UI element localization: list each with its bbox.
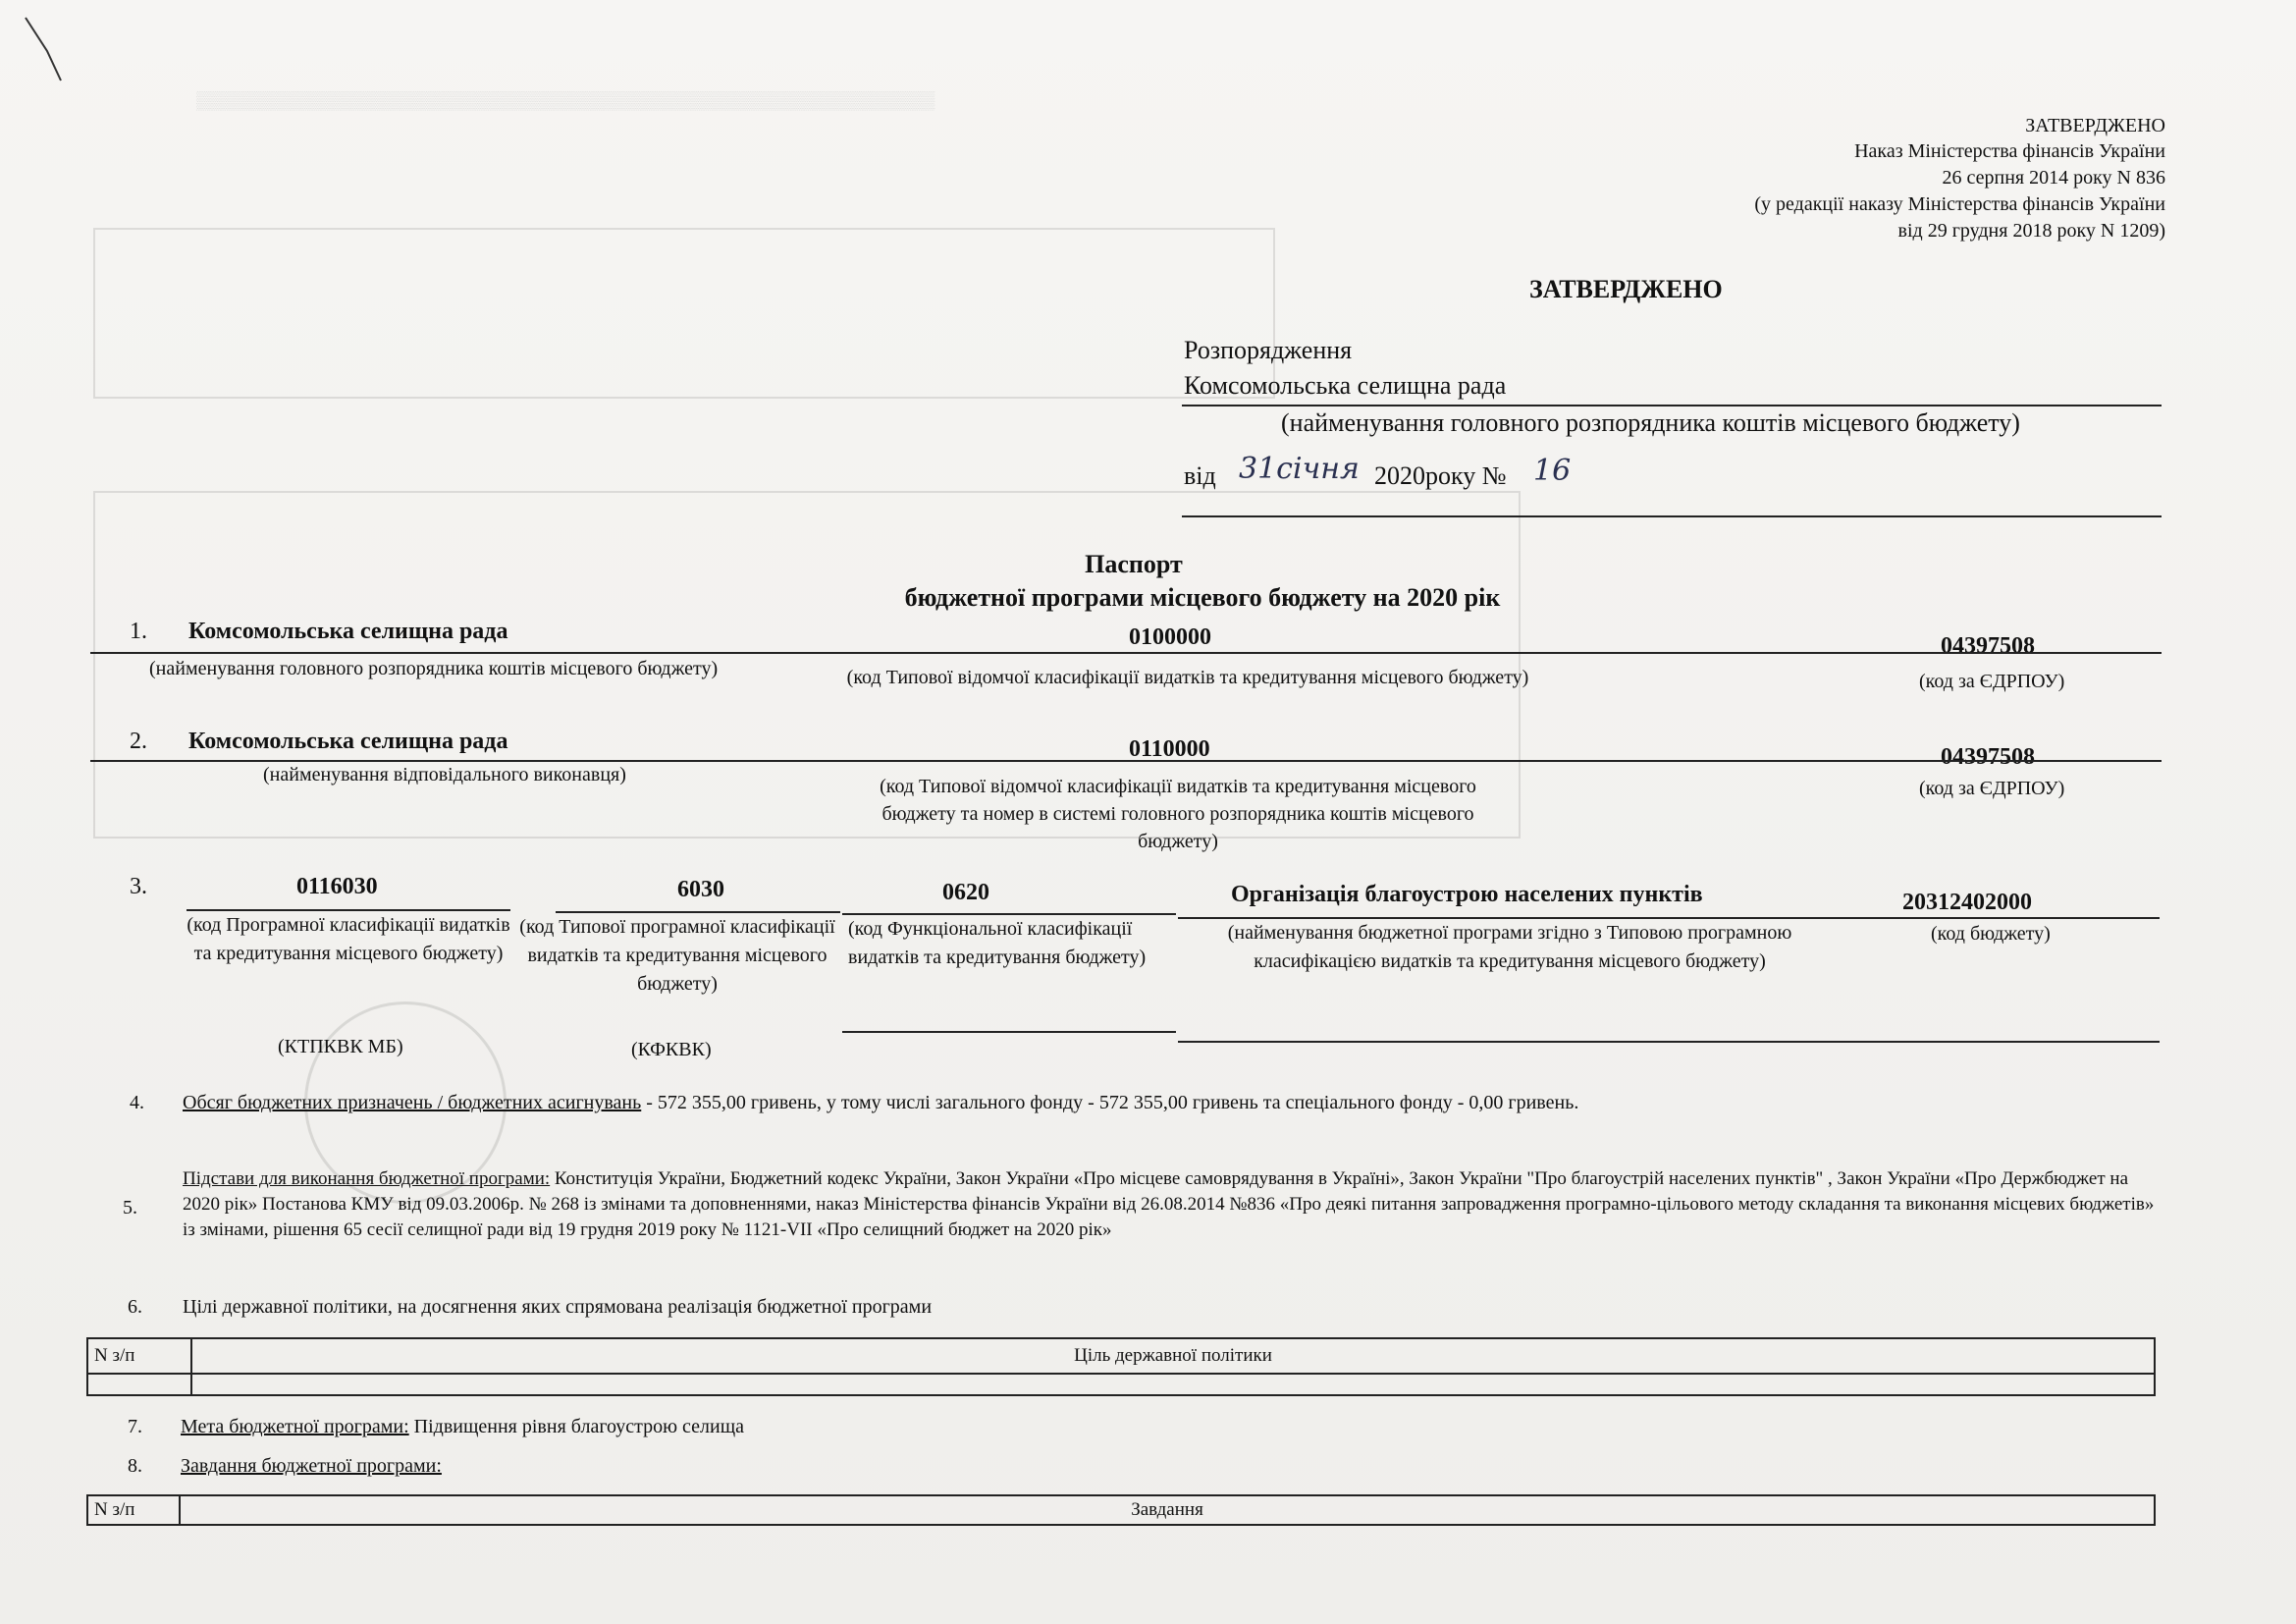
section-5-number: 5. <box>123 1197 137 1218</box>
table-cell <box>87 1374 191 1395</box>
approval-line-4: (у редакції наказу Міністерства фінансів України <box>1754 193 2165 215</box>
section-5-text: Конституція України, Бюджетний кодекс України, Закон України «Про місцеве самоврядування в Україні», Закон України "Про благоустрій населених пунктів" , Закон України «Про Держбюджет на 2020 рік» Постанова КМУ від 09.03.2006р. № 268 із змінами та доповненнями, наказ Міністерства фінансів України від 26.08.2014 №836 «Про деякі питання запровадження програмно-цільового методу складання та виконання місцевих бюджетів» із змінами, рішення 65 сесії селищної ради від 19 грудня 2019 року № 1121-VII «Про селищний бюджет на 2020 рік» <box>183 1168 2155 1240</box>
section-1-name: Комсомольська селищна рада <box>188 619 508 644</box>
section-2-name-caption: (найменування відповідального виконавця) <box>263 764 626 785</box>
section-3-fkvk-caption: (код Функціональної класифікації видатків та кредитування бюджету) <box>848 918 1147 968</box>
approval-org: Комсомольська селищна рада <box>1184 371 1507 400</box>
section-6-number: 6. <box>128 1296 142 1318</box>
section-2-underline <box>90 760 2162 762</box>
section-3-kpkvk-abbr: (КТПКВК МБ) <box>278 1036 403 1057</box>
section-7-label: Мета бюджетної програми: <box>181 1416 409 1437</box>
section-3-program-name: Організація благоустрою населених пунктів <box>1231 882 1703 907</box>
section-5-paragraph <box>183 1166 2158 1243</box>
section-3-tpkvk-abbr: (КФКВК) <box>631 1039 712 1060</box>
section-1-edrpou-caption: (код за ЄДРПОУ) <box>1919 671 2065 692</box>
table-header-row <box>87 1338 2155 1374</box>
section-2-code: 0110000 <box>1129 736 1210 762</box>
section-4-line <box>183 1092 1578 1114</box>
table-header-task: Завдання <box>180 1495 2155 1525</box>
table-row <box>87 1374 2155 1395</box>
table-header-number: N з/п <box>87 1495 180 1525</box>
policy-goals-table <box>86 1337 2156 1396</box>
section-2-number: 2. <box>130 729 147 754</box>
section-3-kpkvk-caption: (код Програмної класифікації видатків та кредитування місцевого бюджету) <box>187 914 510 964</box>
table-header-row <box>87 1495 2155 1525</box>
section-3-number: 3. <box>130 874 147 899</box>
section-2-name: Комсомольська селищна рада <box>188 729 508 754</box>
section-2-edrpou-caption: (код за ЄДРПОУ) <box>1919 778 2065 799</box>
approval-line-1: ЗАТВЕРДЖЕНО <box>2025 115 2165 136</box>
scan-corner-mark <box>18 12 77 90</box>
section-7-line <box>181 1416 744 1438</box>
section-1-name-caption: (найменування головного розпорядника коштів місцевого бюджету) <box>149 658 719 679</box>
section-3-program-extra-line <box>1178 1041 2160 1043</box>
approval-doc-type: Розпорядження <box>1184 336 1353 364</box>
section-4-number: 4. <box>130 1092 144 1113</box>
section-7-number: 7. <box>128 1416 142 1437</box>
section-2-code-caption: (код Типової відомчої класифікації видатків та кредитування місцевого бюджету та номер в системі головного розпорядника коштів місцевого бюджету) <box>880 776 1476 852</box>
approval-date-year: 2020року № <box>1374 461 1507 490</box>
bleed-through-text: ▒▒▒▒▒▒▒▒▒▒▒▒▒▒▒▒▒▒▒▒▒▒▒▒▒▒▒▒▒▒▒▒▒▒▒▒▒▒▒▒▒▒▒▒▒▒▒▒▒▒▒▒▒▒▒▒▒▒▒ <box>196 90 935 110</box>
bleed-through-table <box>93 228 1275 399</box>
section-3-budget-caption: (код бюджету) <box>1931 923 2051 945</box>
approval-line-5: від 29 грудня 2018 року N 1209) <box>1897 220 2165 242</box>
approval-number-handwritten: 16 <box>1533 454 1572 488</box>
table-header-goal: Ціль державної політики <box>191 1338 2155 1374</box>
section-1-number: 1. <box>130 619 147 644</box>
section-4-text: - 572 355,00 гривень, у тому числі загального фонду - 572 355,00 гривень та спеціального фонду - 0,00 гривень. <box>641 1092 1579 1113</box>
passport-title: Паспорт <box>1085 550 1183 578</box>
section-3-kpkvk: 0116030 <box>296 874 378 899</box>
approval-date-handwritten: 31січня <box>1239 452 1360 486</box>
approval-date-prefix: від <box>1184 461 1216 490</box>
section-3-budget-code: 20312402000 <box>1902 890 2032 915</box>
section-8-number: 8. <box>128 1455 142 1477</box>
section-2-edrpou: 04397508 <box>1941 744 2035 770</box>
approval-org-caption: (найменування головного розпорядника коштів місцевого бюджету) <box>1281 408 2020 437</box>
section-1-edrpou: 04397508 <box>1941 633 2035 659</box>
approval-line-2: Наказ Міністерства фінансів України <box>1854 140 2165 162</box>
approval-line-3: 26 серпня 2014 року N 836 <box>1942 167 2165 189</box>
table-cell <box>191 1374 2155 1395</box>
section-4-label: Обсяг бюджетних призначень / бюджетних асигнувань <box>183 1092 642 1113</box>
section-7-text: Підвищення рівня благоустрою селища <box>408 1416 745 1437</box>
tasks-table <box>86 1494 2156 1526</box>
section-1-code: 0100000 <box>1129 624 1211 650</box>
section-1-code-caption: (код Типової відомчої класифікації видатків та кредитування місцевого бюджету) <box>846 667 1529 688</box>
section-3-program-caption: (найменування бюджетної програми згідно з Типовою програмною класифікацією видатків та кредитування місцевого бюджету) <box>1227 922 1792 972</box>
section-6-text: Цілі державної політики, на досягнення яких спрямована реалізація бюджетної програми <box>183 1296 933 1318</box>
section-5-label: Підстави для виконання бюджетної програми: <box>183 1168 551 1189</box>
approval-date-underline <box>1182 515 2162 517</box>
section-3-fkvk-extra-line <box>842 1031 1176 1033</box>
section-1-underline <box>90 652 2162 654</box>
section-3-tpkvk: 6030 <box>677 877 724 902</box>
approval-title: ЗАТВЕРДЖЕНО <box>1529 275 1723 303</box>
passport-subtitle: бюджетної програми місцевого бюджету на 2020 рік <box>904 583 1501 612</box>
section-3-fkvk: 0620 <box>942 880 989 905</box>
section-8-label: Завдання бюджетної програми: <box>181 1455 442 1477</box>
table-header-number: N з/п <box>87 1338 191 1374</box>
approval-org-underline <box>1182 405 2162 406</box>
section-3-tpkvk-caption: (код Типової програмної класифікації видатків та кредитування місцевого бюджету) <box>519 916 835 995</box>
